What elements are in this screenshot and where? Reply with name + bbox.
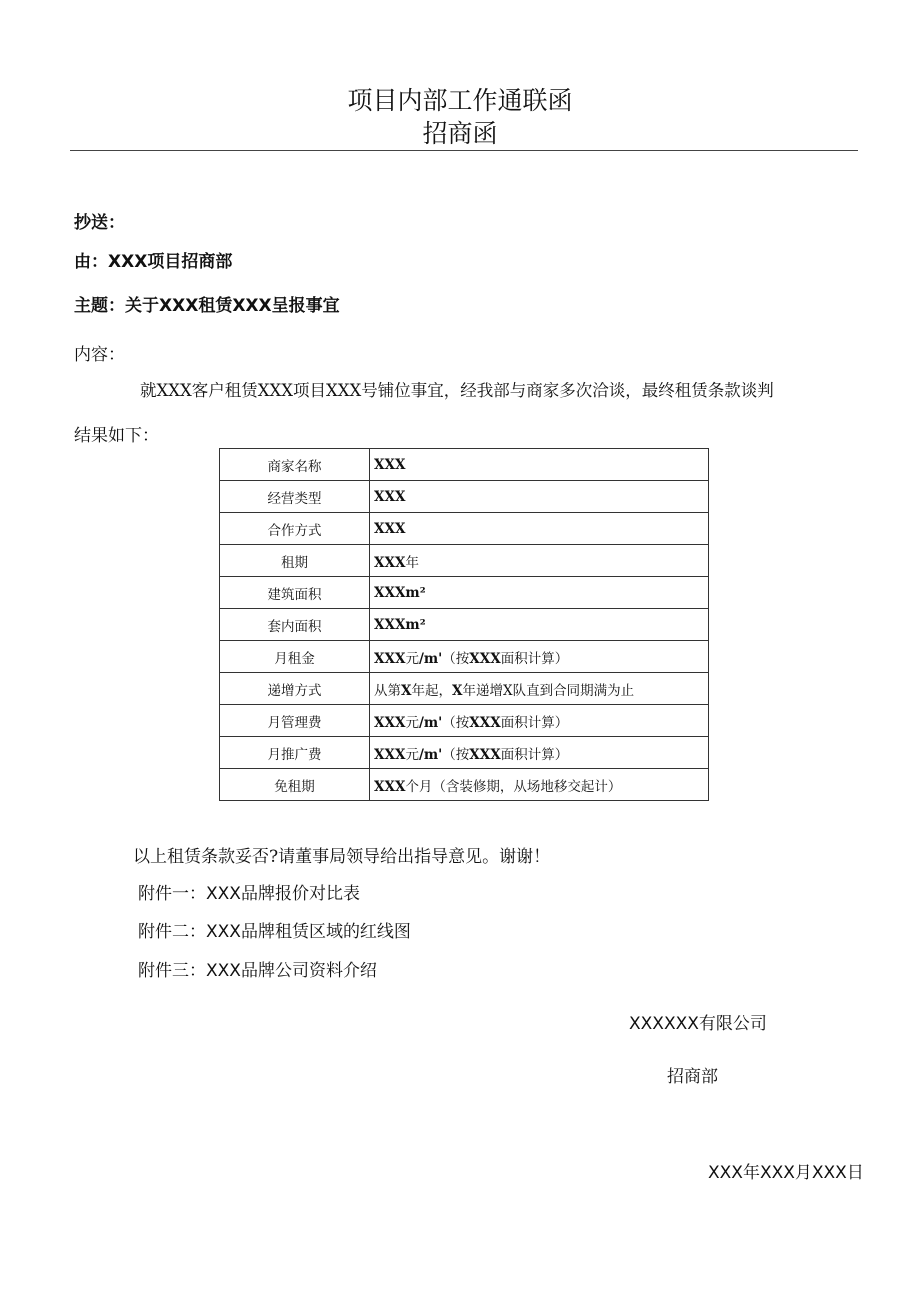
lease-terms-table [219, 448, 709, 801]
table-row [220, 641, 709, 673]
term-value-part: XXX [469, 714, 501, 731]
term-value-part: /m' [418, 746, 443, 763]
attachment-3: 附件三：XXX品牌公司资料介绍 [138, 961, 377, 981]
term-value-part: XXX [374, 488, 406, 505]
term-value-part: 年起， [411, 682, 452, 699]
term-value-part: XXX [469, 746, 501, 763]
term-value [370, 577, 709, 609]
term-label: 套内面积 [220, 609, 370, 641]
term-value-part: 年 [405, 554, 419, 571]
header-divider [70, 150, 858, 151]
term-value-part: 从第 [374, 682, 401, 699]
term-value-part: XXX [374, 746, 406, 763]
table-row [220, 577, 709, 609]
term-value [370, 737, 709, 769]
term-value-part: （按 [442, 650, 470, 667]
table-row [220, 609, 709, 641]
table-row [220, 513, 709, 545]
term-label: 经营类型 [220, 481, 370, 513]
term-value-part: XXXm² [374, 584, 426, 601]
term-value-part: XXX [469, 650, 501, 667]
term-value [370, 449, 709, 481]
term-value-part: /m' [418, 650, 443, 667]
term-value-part: XXX [374, 650, 406, 667]
department-name: 招商部 [667, 1067, 718, 1087]
term-label: 租期 [220, 545, 370, 577]
term-value-part: /m' [418, 714, 443, 731]
term-value-part: XXX [374, 456, 406, 473]
term-value-part: （按 [442, 714, 470, 731]
content-label: 内容： [74, 345, 125, 365]
table-row [220, 737, 709, 769]
document-date: XXX年XXX月XXX日 [708, 1163, 864, 1183]
term-value-part: X [401, 682, 412, 699]
attachment-2: 附件二：XXX品牌租赁区域的红线图 [138, 922, 411, 942]
term-label: 免租期 [220, 769, 370, 801]
term-value-part: 面积计算） [500, 714, 569, 731]
term-value [370, 513, 709, 545]
term-value-part: X [451, 682, 463, 699]
term-value-part: 面积计算） [500, 650, 569, 667]
term-value-part: XXX [374, 554, 406, 571]
table-row [220, 673, 709, 705]
term-label: 月管理费 [220, 705, 370, 737]
term-value [370, 673, 709, 705]
term-label: 建筑面积 [220, 577, 370, 609]
term-value-part: XXX [374, 714, 406, 731]
term-value [370, 481, 709, 513]
term-value-part: XXX [374, 778, 406, 795]
term-value-part: XXXm² [374, 616, 426, 633]
term-value [370, 545, 709, 577]
term-value-part: 元 [405, 650, 419, 667]
table-row [220, 705, 709, 737]
term-label: 商家名称 [220, 449, 370, 481]
term-label: 月租金 [220, 641, 370, 673]
from-field: 由：XXX项目招商部 [74, 252, 233, 272]
term-value-part: 年递增X队直到合同期满为止 [462, 682, 635, 699]
term-value-part: 面积计算） [500, 746, 569, 763]
term-value [370, 641, 709, 673]
table-row [220, 481, 709, 513]
approval-request: 以上租赁条款妥否?请董事局领导给出指导意见。谢谢！ [133, 847, 551, 867]
attachment-1: 附件一：XXX品牌报价对比表 [138, 884, 360, 904]
term-value [370, 769, 709, 801]
subject-field: 主题：关于XXX租赁XXX呈报事宜 [74, 296, 340, 316]
term-value-part: 元 [405, 714, 419, 731]
term-value [370, 705, 709, 737]
term-value-part: 个月（含装修期，从场地移交起计） [405, 778, 622, 795]
term-value-part: XXX [374, 520, 406, 537]
body-paragraph-line1: 就XXX客户租赁XXX项目XXX号铺位事宜，经我部与商家多次洽谈，最终租赁条款谈判 [140, 381, 774, 400]
term-value-part: （按 [442, 746, 470, 763]
company-name: XXXXXX有限公司 [629, 1014, 767, 1034]
term-value [370, 609, 709, 641]
term-label: 合作方式 [220, 513, 370, 545]
document-subtitle: 招商函 [422, 119, 498, 148]
table-row [220, 449, 709, 481]
term-value-part: 元 [405, 746, 419, 763]
table-row [220, 769, 709, 801]
body-paragraph-line2: 结果如下： [74, 426, 159, 446]
table-row [220, 545, 709, 577]
term-label: 月推广费 [220, 737, 370, 769]
cc-field: 抄送： [74, 213, 125, 233]
document-title: 项目内部工作通联函 [347, 86, 573, 115]
term-label: 递增方式 [220, 673, 370, 705]
